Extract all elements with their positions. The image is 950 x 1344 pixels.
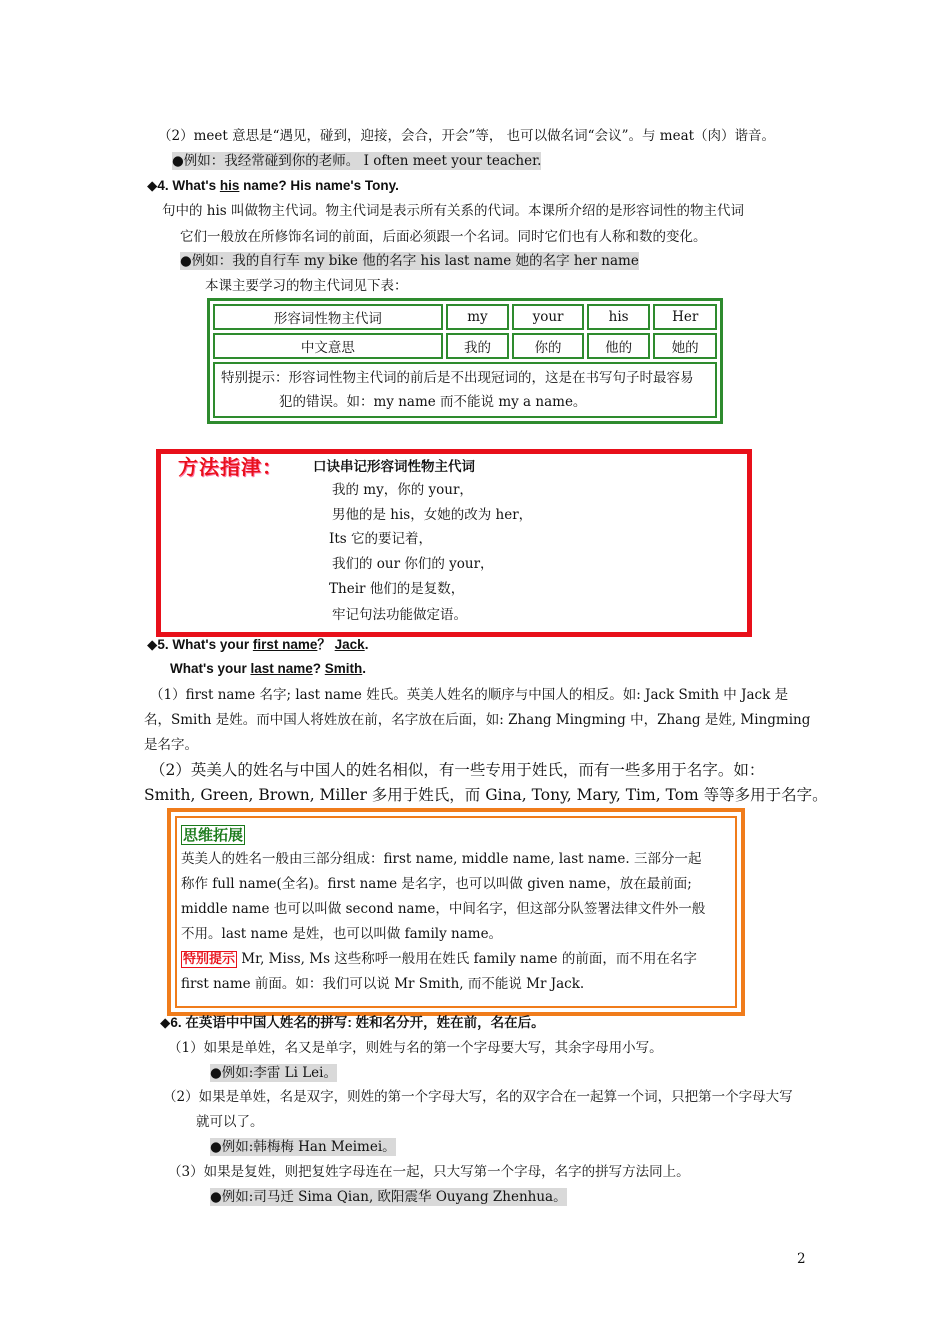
rule-3: （3）如果是复姓，则把复姓字母连在一起，只大写第一个字母，名字的拼写方法同上。 — [168, 1164, 690, 1180]
rule-2-cont: 就可以了。 — [196, 1114, 264, 1130]
table-row — [213, 362, 717, 418]
table-row — [213, 304, 717, 330]
table-cell: my — [446, 304, 510, 330]
tip-title: 方法指津： — [178, 455, 283, 479]
think-text: 特别提示 Mr, Miss, Ms 这些称呼一般用在姓氏 family name 的前面，而不用在名字 — [183, 951, 697, 967]
possessive-example: ●例如：我的自行车 my bike 他的名字 his last name 她的名字 her name — [180, 253, 639, 269]
heading-5: ◆5. What's your first name？ Jack. — [147, 637, 369, 652]
rhyme-line: 牢记句法功能做定语。 — [332, 607, 467, 623]
name-explanation: 名，Smith 是姓。而中国人将姓放在前，名字放在后面，如: Zhang Mingming 中，Zhang 是姓, Mingming — [144, 712, 811, 728]
table-row — [213, 333, 717, 359]
rule-2-example: ●例如:韩梅梅 Han Meimei。 — [210, 1139, 396, 1155]
possessive-table — [207, 298, 723, 424]
table-cell: Her — [653, 304, 717, 330]
rule-1-example: ●例如:李雷 Li Lei。 — [210, 1065, 337, 1081]
heading-6: ◆6. 在英语中中国人姓名的拼写: 姓和名分开，姓在前，名在后。 — [160, 1015, 545, 1030]
rhyme-line: Their 他们的是复数， — [329, 581, 465, 597]
think-title: 思维拓展 — [183, 826, 244, 844]
rule-2: （2）如果是单姓，名是双字，则姓的第一个字母大写，名的双字合在一起算一个词，只把第一个字母大写 — [163, 1089, 793, 1105]
rule-3-example: ●例如:司马迁 Sima Qian, 欧阳震华 Ouyang Zhenhua。 — [210, 1189, 567, 1205]
table-cell: your — [512, 304, 584, 330]
think-text: 不用。last name 是姓，也可以叫做 family name。 — [181, 926, 503, 942]
table-cell: 你的 — [512, 333, 584, 359]
table-cell: 她的 — [653, 333, 717, 359]
think-text: 称作 full name(全名)。first name 是名字，也可以叫做 given name，放在最前面; — [181, 876, 692, 892]
table-cell: 形容词性物主代词 — [213, 304, 443, 330]
table-cell: 我的 — [446, 333, 510, 359]
name-explanation: （2）英美人的姓名与中国人的姓名相似，有一些专用于姓氏，而有一些多用于名字。如： — [150, 761, 765, 779]
rhyme-line: 我的 my，你的 your， — [332, 482, 473, 498]
name-explanation: Smith, Green, Brown, Miller 多用于姓氏，而 Gina, Tony, Mary, Tim, Tom 等等多用于名字。 — [144, 786, 828, 804]
meet-explanation: （2）meet 意思是“遇见，碰到，迎接，会合，开会”等， 也可以做名词“会议”。与 meat（肉）谐音。 — [158, 128, 776, 144]
heading-4: ◆4. What's his name? His name's Tony. — [147, 178, 399, 193]
think-text: 英美人的姓名一般由三部分组成：first name, middle name, last name. 三部分一起 — [181, 851, 702, 867]
think-text: middle name 也可以叫做 second name，中间名字，但这部分队签署法律文件外一般 — [181, 901, 706, 917]
table-cell: 他的 — [587, 333, 651, 359]
rhyme-line: 男他的是 his，女她的改为 her， — [332, 507, 533, 523]
table-cell: 中文意思 — [213, 333, 443, 359]
rule-1: （1）如果是单姓，名又是单字，则姓与名的第一个字母要大写，其余字母用小写。 — [168, 1040, 663, 1056]
table-intro: 本课主要学习的物主代词见下表： — [205, 278, 408, 294]
tip-heading: 口诀串记形容词性物主代词 — [313, 459, 475, 474]
page-number: 2 — [797, 1251, 806, 1267]
table-note: 特别提示：形容词性物主代词的前后是不出现冠词的，这是在书写句子时最容易 犯的错误。如：my name 而不能说 my a name。 — [213, 362, 717, 418]
table-cell: his — [587, 304, 651, 330]
possessive-explanation-1: 句中的 his 叫做物主代词。物主代词是表示所有关系的代词。本课所介绍的是形容词性的物主代词 — [162, 203, 745, 219]
think-text: first name 前面。如：我们可以说 Mr Smith, 而不能说 Mr Jack. — [181, 976, 585, 992]
rhyme-line: Its 它的要记着， — [329, 531, 432, 547]
possessive-explanation-2: 它们一般放在所修饰名词的前面，后面必须跟一个名词。同时它们也有人称和数的变化。 — [180, 229, 707, 245]
rhyme-line: 我们的 our 你们的 your， — [332, 556, 494, 572]
heading-5-line-2: What's your last name? Smith. — [170, 661, 367, 676]
special-tip-label: 特别提示 — [183, 952, 236, 967]
meet-example: ●例如：我经常碰到你的老师。 I often meet your teacher. — [172, 153, 542, 169]
name-explanation: 是名字。 — [144, 737, 198, 753]
name-explanation: （1）first name 名字; last name 姓氏。英美人姓名的顺序与中国人的相反。如: Jack Smith 中 Jack 是 — [150, 687, 789, 703]
